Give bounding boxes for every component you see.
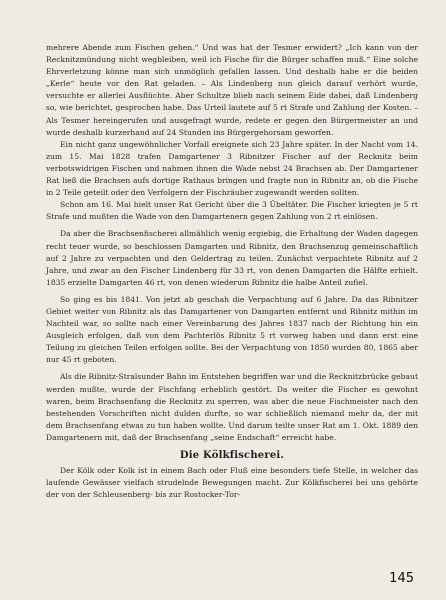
paragraph-continued: mehrere Abende zum Fischen gehen.“ Und was hat der Tesmer erwidert? „Ich kann von der Recknitzmündung nicht wegbleiben, weil ich Fische für die Bürger schaffen muß.“ Eine solche Ehrverletzung könne man sich unmöglich gefallen lassen. Und deshalb habe er die beiden „Kerle“ heute vor den Rat geladen. – Als Lindenberg nun gleich darauf verhört wurde, versuchte er allerlei Ausflüchte. Aber Schultze blieb nach seinem Eide dabei, daß Lindenberg so, wie berichtet, gesprochen habe. Das Urteil lautete auf 5 rt Strafe und Zahlung der Kosten. – Als Tesmer hereingerufen und ausgefragt wurde, redete er gegen den Bürgermeister an und wurde deshalb kurzerhand auf 24 Stunden ins Bürgergehorsam geworfen.: [46, 43, 418, 137]
paragraph-koelk-definition: Der Kölk oder Kolk ist in einem Bach oder Fluß eine besonders tiefe Stelle, in welcher das laufende Gewässer vielfach strudelnde Bewegungen macht. Zur Kölkfischerei bei uns gehörte der von der Schleusenberg- bis zur Rostocker-Tor-: [46, 466, 418, 500]
paragraph-six-year-lease: So ging es bis 1841. Von jetzt ab geschah die Verpachtung auf 6 Jahre. Da das Ribnitzer Gebiet weiter von Ribnitz als das Damgartener von Damgarten entfernt und Ribnitz mithin im Nachteil war, so sollte nach einer Vereinbarung des Jahres 1837 nach der Richtung hin ein Ausgleich erfolgen, daß von dem Pachterlös Ribnitz 5 rt vorweg haben und dann erst eine Teilung zu gleichen Teilen erfolgen sollte. Bei der Verpachtung von 1850 wurden 80, 1865 aber nur 45 rt geboten.: [46, 294, 418, 365]
paragraph-railway-bridge: Als die Ribnitz-Stralsunder Bahn im Entstehen begriffen war und die Recknitzbrücke gebaut werden mußte, wurde der Fischfang erheblich gestört. Da weiter die Fischer es gewohnt waren, beim Brachsenfang die Recknitz zu sperren, was aber die neue Fischmeister nach den bestehenden Vorschriften nicht dulden durfte, so war schließlich niemand mehr da, der mit dem Brachsenfang etwas zu tun haben wollte. Und darum teilte unser Rat am 1. Okt. 1889 den Damgartenern mit, daß der Brachsenfang „seine Endschaft“ erreicht habe.: [46, 372, 418, 442]
page-number: 145: [389, 571, 414, 586]
paragraph-fishing-incident: Ein nicht ganz ungewöhnlicher Vorfall ereignete sich 23 Jahre später. In der Nacht vom 14. zum 15. Mai 1828 trafen Damgartener 3 Ribnitzer Fischer auf der Recknitz beim verbotswidrigen Fischen und nahmen ihnen die Wade nebst 24 Brachsen ab. Der Damgartener Rat ließ die Brachsen aufs dortige Rathaus bringen und fragte nun in Ribnitz an, ob die Fische in 2 Teile geteilt oder den Verfolgern der Fischräuber zugewandt werden sollten.: [46, 139, 418, 198]
paragraph-court-judgment: Schon am 16. Mai hielt unser Rat Gericht über die 3 Übeltäter. Die Fischer kriegten je 5 rt Strafe und mußten die Wade von den Damgartenern gegen Zahlung von 2 rt einlösen.: [46, 200, 418, 222]
paragraph-lease-agreement: Da aber die Brachsenfischerei allmählich wenig ergiebig, die Erhaltung der Waden dagegen recht teuer wurde, so beschlossen Damgarten und Ribnitz, den Brachsenzug gemeinschaftlich auf 2 Jahre zu verpachten und den Geldertrag zu teilen. Zunächst verpachtete Ribnitz auf 2 Jahre, und zwar an den Fischer Lindenberg für 33 rt, von denen Damgarten die Hälfte erhielt. 1835 erzielte Damgarten 46 rt, von denen wiederum Ribnitz die halbe Anteil zufiel.: [46, 229, 418, 287]
body-text: [46, 42, 418, 444]
section-text: [46, 465, 418, 501]
section-heading: Die Kölkfischerei.: [179, 450, 285, 461]
